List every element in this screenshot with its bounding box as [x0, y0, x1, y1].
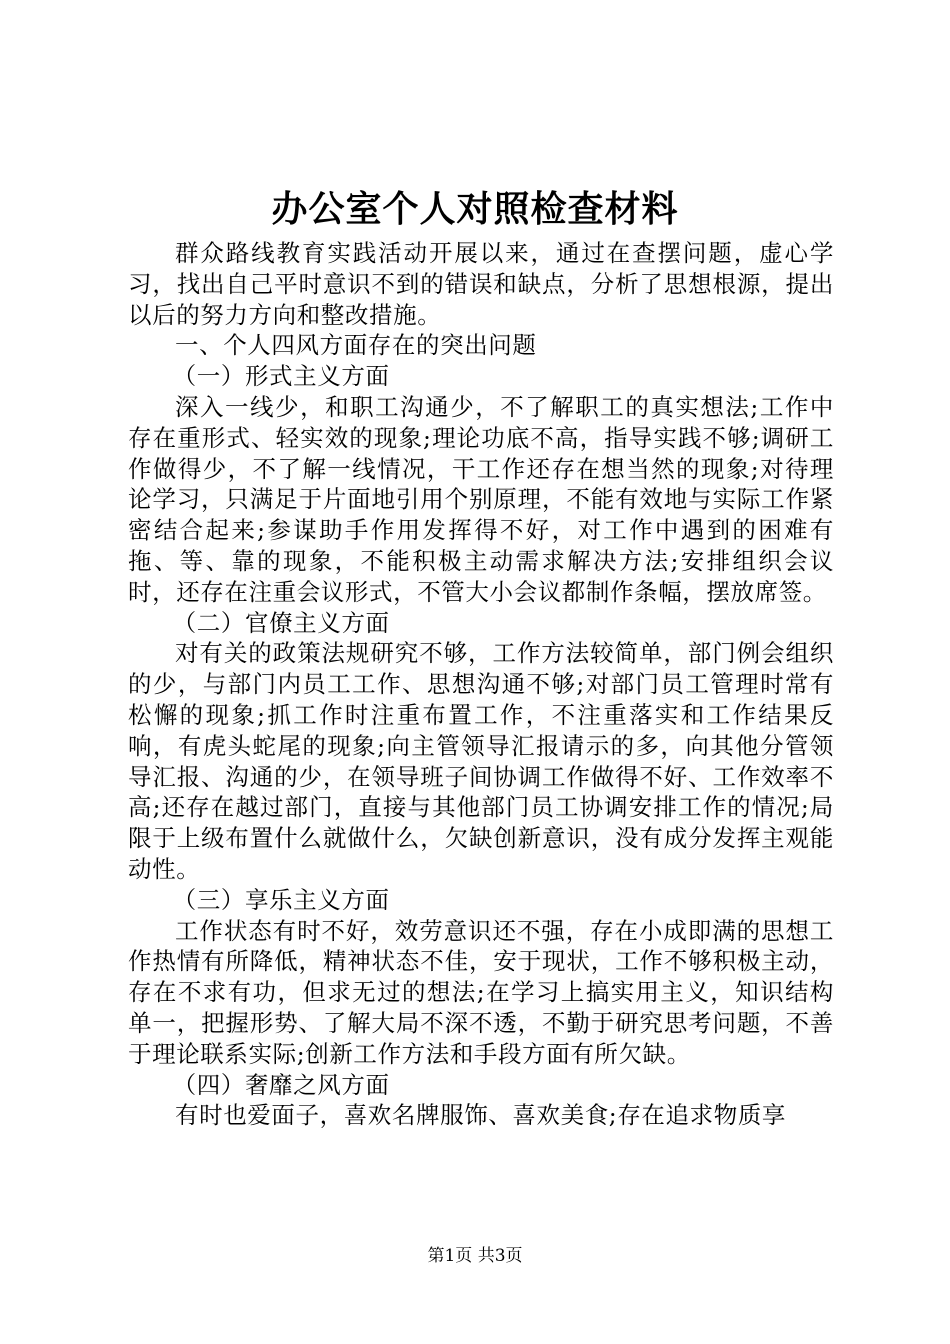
subsection-heading-formalism: （一）形式主义方面 [172, 362, 390, 391]
page-indicator: 第1页 共3页 [427, 1246, 523, 1266]
document-body [128, 238, 834, 1131]
section-heading: 一、个人四风方面存在的突出问题 [175, 331, 537, 360]
subsection-heading-bureaucratism: （二）官僚主义方面 [172, 608, 390, 637]
intro-paragraph: 群众路线教育实践活动开展以来，通过在查摆问题，虚心学习，找出自己平时意识不到的错误和缺点，分析了思想根源，提出以后的努力方向和整改措施。 [128, 239, 834, 329]
paragraph-hedonism: 工作状态有时不好，效劳意识还不强，存在小成即满的思想工作热情有所降低，精神状态不佳，安于现状，工作不够积极主动，存在不求有功，但求无过的想法;在学习上搞实用主义，知识结构单一，把握形势、了解大局不深不透，不勤于研究思考问题，不善于理论联系实际;创新工作方法和手段方面有所欠缺。 [128, 916, 834, 1068]
paragraph-extravagance: 有时也爱面子，喜欢名牌服饰、喜欢美食;存在追求物质享 [175, 1101, 787, 1130]
subsection-heading-hedonism: （三）享乐主义方面 [172, 885, 390, 914]
paragraph-formalism: 深入一线少，和职工沟通少，不了解职工的真实想法;工作中存在重形式、轻实效的现象;理论功底不高，指导实践不够;调研工作做得少，不了解一线情况，干工作还存在想当然的现象;对待理论学习，只满足于片面地引用个别原理，不能有效地与实际工作紧密结合起来;参谋助手作用发挥得不好，对工作中遇到的困难有拖、等、靠的现象，不能积极主动需求解决方法;安排组织会议时，还存在注重会议形式，不管大小会议都制作条幅，摆放席签。 [128, 392, 834, 606]
document-title: 办公室个人对照检查材料 [271, 188, 679, 230]
subsection-heading-extravagance: （四）奢靡之风方面 [172, 1070, 390, 1099]
paragraph-bureaucratism: 对有关的政策法规研究不够，工作方法较简单，部门例会组织的少，与部门内员工工作、思想沟通不够;对部门员工管理时常有松懈的现象;抓工作时注重布置工作，不注重落实和工作结果反响，有虎头蛇尾的现象;向主管领导汇报请示的多，向其他分管领导汇报、沟通的少，在领导班子间协调工作做得不好、工作效率不高;还存在越过部门，直接与其他部门员工协调安排工作的情况;局限于上级布置什么就做什么，欠缺创新意识，没有成分发挥主观能动性。 [128, 639, 834, 883]
